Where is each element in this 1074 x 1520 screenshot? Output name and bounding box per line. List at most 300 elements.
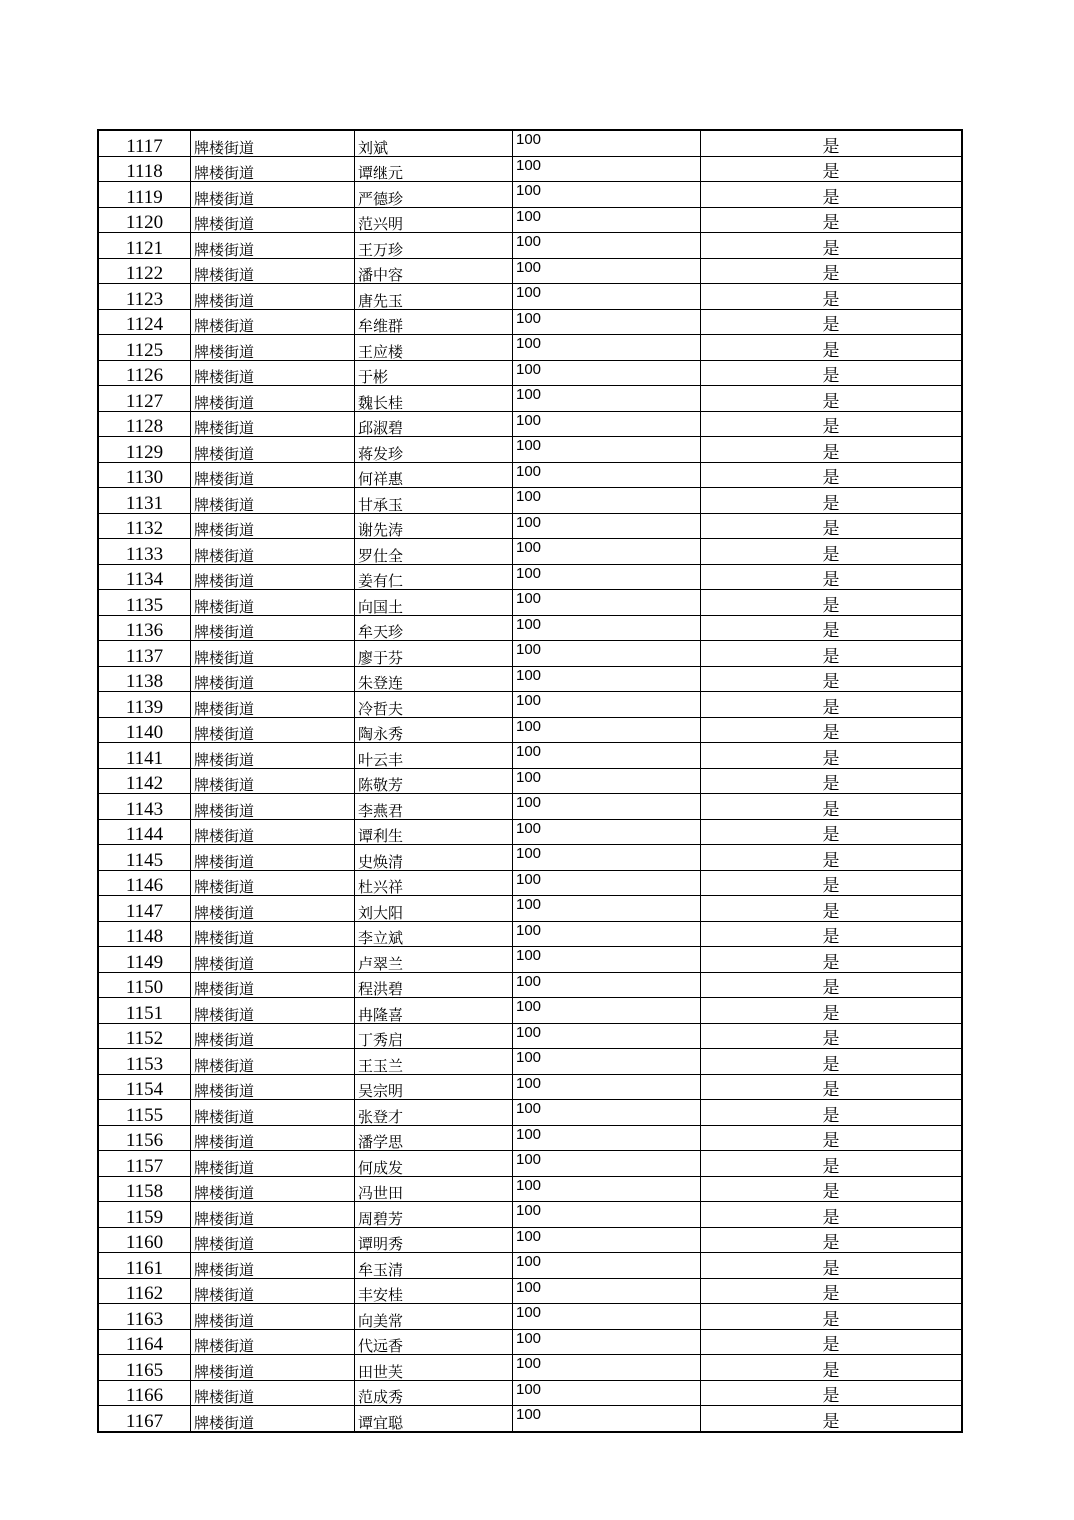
name-cell: 朱登连 (355, 666, 513, 692)
row-id-cell: 1155 (98, 1100, 191, 1126)
row-id-cell: 1147 (98, 896, 191, 922)
name-cell: 吴宗明 (355, 1074, 513, 1100)
flag-cell: 是 (701, 743, 963, 769)
flag-cell: 是 (701, 182, 963, 208)
name-cell: 范成秀 (355, 1380, 513, 1406)
name-cell: 陶永秀 (355, 717, 513, 743)
amount-cell: 100 (513, 182, 701, 208)
amount-cell: 100 (513, 1253, 701, 1279)
name-cell: 唐先玉 (355, 284, 513, 310)
row-id-cell: 1143 (98, 794, 191, 820)
flag-cell: 是 (701, 768, 963, 794)
name-cell: 李燕君 (355, 794, 513, 820)
row-id-cell: 1158 (98, 1176, 191, 1202)
amount-cell: 100 (513, 539, 701, 565)
table-row (98, 972, 962, 998)
street-cell: 牌楼街道 (191, 1023, 355, 1049)
flag-cell: 是 (701, 1176, 963, 1202)
row-id-cell: 1137 (98, 641, 191, 667)
flag-cell: 是 (701, 207, 963, 233)
street-cell: 牌楼街道 (191, 513, 355, 539)
amount-cell: 100 (513, 972, 701, 998)
flag-cell: 是 (701, 437, 963, 463)
row-id-cell: 1162 (98, 1278, 191, 1304)
name-cell: 王玉兰 (355, 1049, 513, 1075)
row-id-cell: 1129 (98, 437, 191, 463)
row-id-cell: 1148 (98, 921, 191, 947)
row-id-cell: 1122 (98, 258, 191, 284)
data-table (97, 129, 963, 1433)
amount-cell: 100 (513, 1380, 701, 1406)
amount-cell: 100 (513, 233, 701, 259)
street-cell: 牌楼街道 (191, 539, 355, 565)
amount-cell: 100 (513, 335, 701, 361)
amount-cell: 100 (513, 666, 701, 692)
amount-cell: 100 (513, 1406, 701, 1432)
street-cell: 牌楼街道 (191, 845, 355, 871)
amount-cell: 100 (513, 1023, 701, 1049)
street-cell: 牌楼街道 (191, 1100, 355, 1126)
amount-cell: 100 (513, 130, 701, 156)
amount-cell: 100 (513, 1355, 701, 1381)
street-cell: 牌楼街道 (191, 921, 355, 947)
table-row (98, 590, 962, 616)
name-cell: 程洪碧 (355, 972, 513, 998)
street-cell: 牌楼街道 (191, 717, 355, 743)
street-cell: 牌楼街道 (191, 437, 355, 463)
row-id-cell: 1163 (98, 1304, 191, 1330)
row-id-cell: 1123 (98, 284, 191, 310)
name-cell: 冯世田 (355, 1176, 513, 1202)
street-cell: 牌楼街道 (191, 1125, 355, 1151)
name-cell: 何成发 (355, 1151, 513, 1177)
table-row (98, 386, 962, 412)
street-cell: 牌楼街道 (191, 335, 355, 361)
amount-cell: 100 (513, 1227, 701, 1253)
name-cell: 陈敬芳 (355, 768, 513, 794)
flag-cell: 是 (701, 156, 963, 182)
table-row (98, 1074, 962, 1100)
flag-cell: 是 (701, 1227, 963, 1253)
street-cell: 牌楼街道 (191, 233, 355, 259)
flag-cell: 是 (701, 1406, 963, 1432)
street-cell: 牌楼街道 (191, 794, 355, 820)
amount-cell: 100 (513, 513, 701, 539)
name-cell: 谭明秀 (355, 1227, 513, 1253)
amount-cell: 100 (513, 590, 701, 616)
row-id-cell: 1136 (98, 615, 191, 641)
street-cell: 牌楼街道 (191, 896, 355, 922)
flag-cell: 是 (701, 1202, 963, 1228)
name-cell: 田世芙 (355, 1355, 513, 1381)
table-row (98, 998, 962, 1024)
street-cell: 牌楼街道 (191, 1304, 355, 1330)
table-row (98, 462, 962, 488)
flag-cell: 是 (701, 539, 963, 565)
table-row (98, 666, 962, 692)
table-row (98, 1380, 962, 1406)
row-id-cell: 1130 (98, 462, 191, 488)
amount-cell: 100 (513, 1304, 701, 1330)
row-id-cell: 1153 (98, 1049, 191, 1075)
name-cell: 魏长桂 (355, 386, 513, 412)
name-cell: 邱淑碧 (355, 411, 513, 437)
street-cell: 牌楼街道 (191, 692, 355, 718)
name-cell: 冉隆喜 (355, 998, 513, 1024)
table-row (98, 233, 962, 259)
amount-cell: 100 (513, 1100, 701, 1126)
amount-cell: 100 (513, 1176, 701, 1202)
table-row (98, 1151, 962, 1177)
name-cell: 张登才 (355, 1100, 513, 1126)
amount-cell: 100 (513, 360, 701, 386)
amount-cell: 100 (513, 845, 701, 871)
name-cell: 史焕清 (355, 845, 513, 871)
name-cell: 蒋发珍 (355, 437, 513, 463)
table-row (98, 1355, 962, 1381)
flag-cell: 是 (701, 309, 963, 335)
flag-cell: 是 (701, 641, 963, 667)
flag-cell: 是 (701, 819, 963, 845)
flag-cell: 是 (701, 258, 963, 284)
row-id-cell: 1140 (98, 717, 191, 743)
row-id-cell: 1149 (98, 947, 191, 973)
table-row (98, 488, 962, 514)
name-cell: 叶云丰 (355, 743, 513, 769)
row-id-cell: 1144 (98, 819, 191, 845)
flag-cell: 是 (701, 794, 963, 820)
row-id-cell: 1161 (98, 1253, 191, 1279)
street-cell: 牌楼街道 (191, 947, 355, 973)
flag-cell: 是 (701, 921, 963, 947)
name-cell: 牟玉清 (355, 1253, 513, 1279)
amount-cell: 100 (513, 794, 701, 820)
name-cell: 向美常 (355, 1304, 513, 1330)
flag-cell: 是 (701, 488, 963, 514)
table-row (98, 1100, 962, 1126)
name-cell: 谭继元 (355, 156, 513, 182)
name-cell: 潘学思 (355, 1125, 513, 1151)
name-cell: 严德珍 (355, 182, 513, 208)
amount-cell: 100 (513, 462, 701, 488)
table-row (98, 564, 962, 590)
street-cell: 牌楼街道 (191, 1227, 355, 1253)
amount-cell: 100 (513, 692, 701, 718)
flag-cell: 是 (701, 462, 963, 488)
table-row (98, 641, 962, 667)
flag-cell: 是 (701, 411, 963, 437)
street-cell: 牌楼街道 (191, 1202, 355, 1228)
table-row (98, 309, 962, 335)
flag-cell: 是 (701, 335, 963, 361)
flag-cell: 是 (701, 1049, 963, 1075)
street-cell: 牌楼街道 (191, 284, 355, 310)
amount-cell: 100 (513, 564, 701, 590)
name-cell: 王应楼 (355, 335, 513, 361)
street-cell: 牌楼街道 (191, 309, 355, 335)
flag-cell: 是 (701, 1278, 963, 1304)
amount-cell: 100 (513, 411, 701, 437)
table-row (98, 130, 962, 156)
street-cell: 牌楼街道 (191, 743, 355, 769)
flag-cell: 是 (701, 947, 963, 973)
name-cell: 刘斌 (355, 130, 513, 156)
name-cell: 李立斌 (355, 921, 513, 947)
street-cell: 牌楼街道 (191, 1176, 355, 1202)
street-cell: 牌楼街道 (191, 182, 355, 208)
street-cell: 牌楼街道 (191, 1253, 355, 1279)
flag-cell: 是 (701, 998, 963, 1024)
flag-cell: 是 (701, 1074, 963, 1100)
street-cell: 牌楼街道 (191, 258, 355, 284)
amount-cell: 100 (513, 1278, 701, 1304)
flag-cell: 是 (701, 666, 963, 692)
amount-cell: 100 (513, 309, 701, 335)
row-id-cell: 1145 (98, 845, 191, 871)
name-cell: 廖于芬 (355, 641, 513, 667)
amount-cell: 100 (513, 488, 701, 514)
table-row (98, 156, 962, 182)
row-id-cell: 1124 (98, 309, 191, 335)
street-cell: 牌楼街道 (191, 1049, 355, 1075)
flag-cell: 是 (701, 284, 963, 310)
amount-cell: 100 (513, 386, 701, 412)
street-cell: 牌楼街道 (191, 386, 355, 412)
name-cell: 谭宜聪 (355, 1406, 513, 1432)
amount-cell: 100 (513, 1202, 701, 1228)
row-id-cell: 1119 (98, 182, 191, 208)
name-cell: 于彬 (355, 360, 513, 386)
table-row (98, 819, 962, 845)
name-cell: 罗仕全 (355, 539, 513, 565)
street-cell: 牌楼街道 (191, 998, 355, 1024)
street-cell: 牌楼街道 (191, 768, 355, 794)
row-id-cell: 1134 (98, 564, 191, 590)
amount-cell: 100 (513, 819, 701, 845)
name-cell: 谢先涛 (355, 513, 513, 539)
table-row (98, 1304, 962, 1330)
street-cell: 牌楼街道 (191, 411, 355, 437)
table-row (98, 411, 962, 437)
name-cell: 姜有仁 (355, 564, 513, 590)
amount-cell: 100 (513, 284, 701, 310)
flag-cell: 是 (701, 233, 963, 259)
table-row (98, 896, 962, 922)
row-id-cell: 1160 (98, 1227, 191, 1253)
street-cell: 牌楼街道 (191, 207, 355, 233)
amount-cell: 100 (513, 437, 701, 463)
table-row (98, 615, 962, 641)
row-id-cell: 1146 (98, 870, 191, 896)
flag-cell: 是 (701, 1253, 963, 1279)
row-id-cell: 1126 (98, 360, 191, 386)
name-cell: 丁秀启 (355, 1023, 513, 1049)
table-row (98, 1329, 962, 1355)
street-cell: 牌楼街道 (191, 462, 355, 488)
table-row (98, 947, 962, 973)
name-cell: 代远香 (355, 1329, 513, 1355)
street-cell: 牌楼街道 (191, 1278, 355, 1304)
amount-cell: 100 (513, 743, 701, 769)
name-cell: 范兴明 (355, 207, 513, 233)
flag-cell: 是 (701, 615, 963, 641)
name-cell: 冷哲夫 (355, 692, 513, 718)
street-cell: 牌楼街道 (191, 130, 355, 156)
table-row (98, 284, 962, 310)
row-id-cell: 1133 (98, 539, 191, 565)
flag-cell: 是 (701, 845, 963, 871)
amount-cell: 100 (513, 896, 701, 922)
name-cell: 谭利生 (355, 819, 513, 845)
table-row (98, 258, 962, 284)
name-cell: 卢翠兰 (355, 947, 513, 973)
amount-cell: 100 (513, 156, 701, 182)
row-id-cell: 1135 (98, 590, 191, 616)
table-row (98, 513, 962, 539)
table-row (98, 1406, 962, 1432)
row-id-cell: 1167 (98, 1406, 191, 1432)
table-row (98, 692, 962, 718)
flag-cell: 是 (701, 1151, 963, 1177)
amount-cell: 100 (513, 1074, 701, 1100)
row-id-cell: 1127 (98, 386, 191, 412)
flag-cell: 是 (701, 564, 963, 590)
row-id-cell: 1157 (98, 1151, 191, 1177)
row-id-cell: 1117 (98, 130, 191, 156)
amount-cell: 100 (513, 1125, 701, 1151)
name-cell: 潘中容 (355, 258, 513, 284)
row-id-cell: 1118 (98, 156, 191, 182)
table-row (98, 1253, 962, 1279)
row-id-cell: 1165 (98, 1355, 191, 1381)
name-cell: 丰安桂 (355, 1278, 513, 1304)
table-row (98, 921, 962, 947)
row-id-cell: 1132 (98, 513, 191, 539)
table-row (98, 539, 962, 565)
name-cell: 刘大阳 (355, 896, 513, 922)
flag-cell: 是 (701, 1100, 963, 1126)
street-cell: 牌楼街道 (191, 590, 355, 616)
amount-cell: 100 (513, 1151, 701, 1177)
flag-cell: 是 (701, 130, 963, 156)
street-cell: 牌楼街道 (191, 1380, 355, 1406)
name-cell: 周碧芳 (355, 1202, 513, 1228)
table-row (98, 437, 962, 463)
row-id-cell: 1125 (98, 335, 191, 361)
street-cell: 牌楼街道 (191, 1151, 355, 1177)
row-id-cell: 1154 (98, 1074, 191, 1100)
table-row (98, 870, 962, 896)
row-id-cell: 1150 (98, 972, 191, 998)
flag-cell: 是 (701, 1329, 963, 1355)
street-cell: 牌楼街道 (191, 360, 355, 386)
table-row (98, 743, 962, 769)
table-row (98, 845, 962, 871)
name-cell: 牟维群 (355, 309, 513, 335)
amount-cell: 100 (513, 207, 701, 233)
amount-cell: 100 (513, 717, 701, 743)
street-cell: 牌楼街道 (191, 1406, 355, 1432)
flag-cell: 是 (701, 1023, 963, 1049)
street-cell: 牌楼街道 (191, 1074, 355, 1100)
flag-cell: 是 (701, 1355, 963, 1381)
street-cell: 牌楼街道 (191, 564, 355, 590)
amount-cell: 100 (513, 258, 701, 284)
table-row (98, 794, 962, 820)
row-id-cell: 1128 (98, 411, 191, 437)
street-cell: 牌楼街道 (191, 615, 355, 641)
flag-cell: 是 (701, 896, 963, 922)
table-row (98, 182, 962, 208)
name-cell: 牟天珍 (355, 615, 513, 641)
flag-cell: 是 (701, 360, 963, 386)
amount-cell: 100 (513, 921, 701, 947)
flag-cell: 是 (701, 717, 963, 743)
amount-cell: 100 (513, 1329, 701, 1355)
name-cell: 王万珍 (355, 233, 513, 259)
flag-cell: 是 (701, 972, 963, 998)
amount-cell: 100 (513, 1049, 701, 1075)
table-row (98, 1125, 962, 1151)
street-cell: 牌楼街道 (191, 1355, 355, 1381)
table-body (98, 130, 962, 1432)
row-id-cell: 1164 (98, 1329, 191, 1355)
name-cell: 杜兴祥 (355, 870, 513, 896)
table-row (98, 1227, 962, 1253)
row-id-cell: 1138 (98, 666, 191, 692)
table-row (98, 1023, 962, 1049)
table-row (98, 207, 962, 233)
row-id-cell: 1121 (98, 233, 191, 259)
amount-cell: 100 (513, 998, 701, 1024)
street-cell: 牌楼街道 (191, 870, 355, 896)
amount-cell: 100 (513, 615, 701, 641)
flag-cell: 是 (701, 870, 963, 896)
amount-cell: 100 (513, 768, 701, 794)
amount-cell: 100 (513, 947, 701, 973)
street-cell: 牌楼街道 (191, 156, 355, 182)
flag-cell: 是 (701, 513, 963, 539)
amount-cell: 100 (513, 870, 701, 896)
name-cell: 向国土 (355, 590, 513, 616)
street-cell: 牌楼街道 (191, 641, 355, 667)
flag-cell: 是 (701, 1125, 963, 1151)
table-row (98, 1049, 962, 1075)
table-row (98, 717, 962, 743)
table-row (98, 768, 962, 794)
row-id-cell: 1151 (98, 998, 191, 1024)
flag-cell: 是 (701, 1380, 963, 1406)
table-row (98, 335, 962, 361)
row-id-cell: 1120 (98, 207, 191, 233)
flag-cell: 是 (701, 692, 963, 718)
row-id-cell: 1139 (98, 692, 191, 718)
name-cell: 甘承玉 (355, 488, 513, 514)
row-id-cell: 1141 (98, 743, 191, 769)
table-row (98, 360, 962, 386)
row-id-cell: 1159 (98, 1202, 191, 1228)
row-id-cell: 1156 (98, 1125, 191, 1151)
street-cell: 牌楼街道 (191, 1329, 355, 1355)
street-cell: 牌楼街道 (191, 972, 355, 998)
name-cell: 何祥惠 (355, 462, 513, 488)
street-cell: 牌楼街道 (191, 819, 355, 845)
flag-cell: 是 (701, 590, 963, 616)
table-row (98, 1278, 962, 1304)
table-row (98, 1202, 962, 1228)
row-id-cell: 1152 (98, 1023, 191, 1049)
amount-cell: 100 (513, 641, 701, 667)
